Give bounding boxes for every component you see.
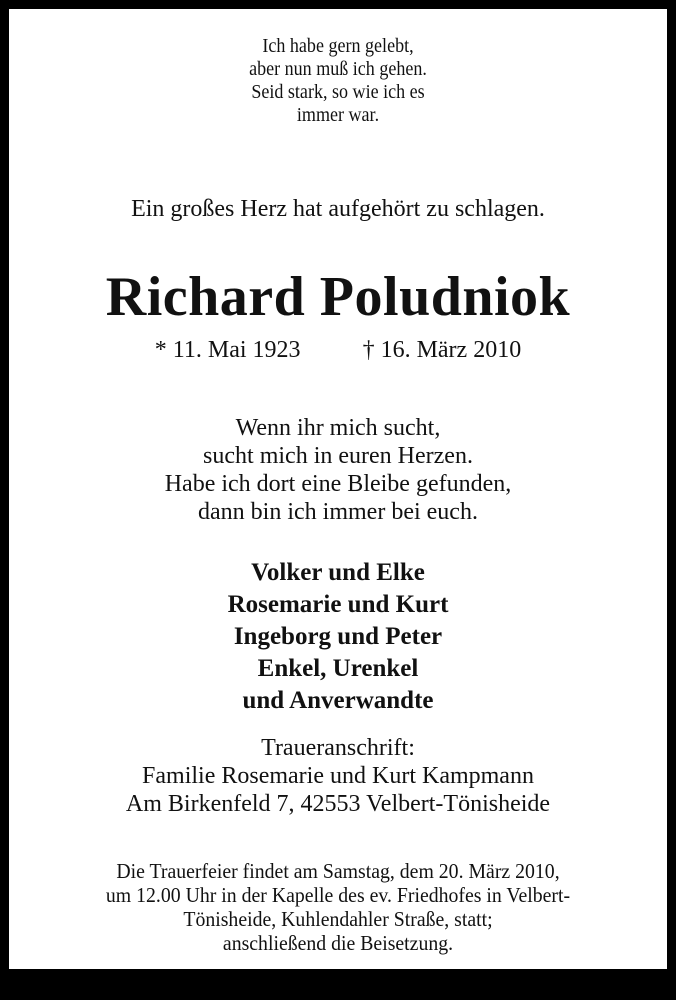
- mourner-entry: Enkel, Urenkel: [257, 655, 419, 682]
- mourner-entry: Volker und Elke: [251, 559, 425, 586]
- poem-line: sucht mich in euren Herzen.: [203, 443, 473, 469]
- service-line: Tönisheide, Kuhlendahler Straße, statt;: [183, 907, 493, 931]
- mourner-entry: Rosemarie und Kurt: [227, 591, 449, 618]
- poem-line: Ich habe gern gelebt,: [262, 35, 414, 57]
- life-dates: [9, 336, 667, 364]
- poem-line: immer war.: [296, 104, 380, 126]
- service-line: anschließend die Beisetzung.: [222, 931, 454, 955]
- address-label: Traueranschrift:: [261, 735, 415, 761]
- poem-line: aber nun muß ich gehen.: [249, 58, 427, 80]
- deceased-name: Richard Poludniok: [105, 266, 571, 328]
- middle-poem: [9, 414, 667, 526]
- address-street-city: Am Birkenfeld 7, 42553 Velbert-Tönisheide: [125, 791, 551, 817]
- service-line: Die Trauerfeier findet am Samstag, dem 20. März 2010,: [116, 859, 560, 883]
- mourner-entry: und Anverwandte: [242, 687, 434, 714]
- service-line: um 12.00 Uhr in der Kapelle des ev. Friedhofes in Velbert-: [105, 883, 571, 907]
- death-date: † 16. März 2010: [362, 337, 522, 363]
- poem-line: Seid stark, so wie ich es: [251, 81, 425, 103]
- poem-line: dann bin ich immer bei euch.: [198, 499, 478, 525]
- intro-line: Ein großes Herz hat aufgehört zu schlagen.: [131, 196, 545, 222]
- poem-line: Wenn ihr mich sucht,: [235, 415, 441, 441]
- poem-line: Habe ich dort eine Bleibe gefunden,: [164, 471, 512, 497]
- mourner-entry: Ingeborg und Peter: [233, 623, 443, 650]
- address-recipient: Familie Rosemarie und Kurt Kampmann: [142, 763, 534, 789]
- funeral-service-info: [35, 859, 640, 955]
- obituary-notice: [9, 9, 667, 969]
- mourners-list: [9, 557, 667, 717]
- mourning-address: [9, 734, 667, 818]
- opening-poem: [48, 35, 627, 127]
- birth-date: * 11. Mai 1923: [154, 337, 301, 363]
